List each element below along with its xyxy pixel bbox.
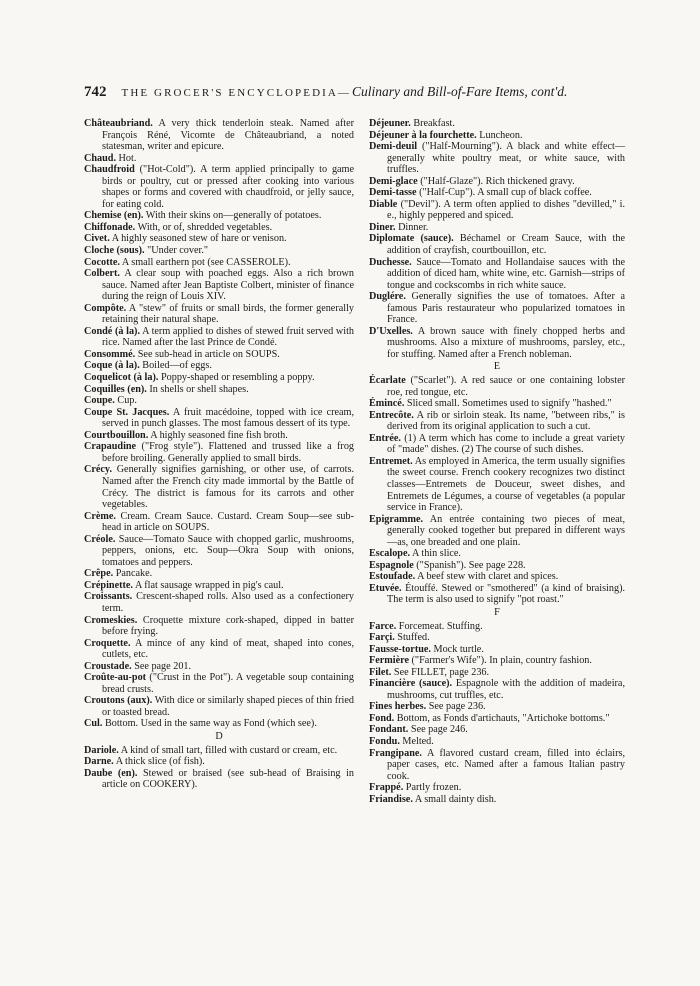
entry-definition: A brown sauce with finely chopped herbs and mushrooms. Also a mixture of mushrooms, parsley, etc., for stuffing. Named after a French nobleman. [387, 325, 625, 360]
glossary-entry [84, 464, 354, 510]
entry-definition: ("Spanish"). See page 228. [416, 559, 526, 571]
glossary-entry [84, 303, 354, 326]
entry-definition: ("Hot-Cold"). A term applied principally to game birds or poultry, cut or pressed after cooking into various shapes or forms and covered with chaudfroid, or jelly sauce, for eating cold. [102, 164, 355, 210]
entry-definition: A kind of small tart, filled with custard or cream, etc. [120, 744, 338, 756]
entry-definition: See FILLET, page 236. [393, 666, 490, 678]
entry-definition: As employed in America, the term usually signifies the sweet course. French cookery recognizes two distinct classes—Entremets de Douceur, sweet dishes, and Entremets de Légumes, a course of vegetables (a popular service in France). [387, 455, 625, 514]
entry-definition: A term applied to dishes of stewed fruit served with rice. Named after the last Prince de Condé. [102, 325, 355, 349]
entry-definition: Forcemeat. Stuffing. [398, 620, 483, 632]
entry-term: Cromeskies. [84, 614, 138, 626]
glossary-entry [84, 257, 354, 269]
entry-definition: Boiled—of eggs. [142, 360, 212, 372]
entry-term: Créole. [84, 533, 116, 545]
entry-term: Croûte-au-pot [84, 672, 147, 684]
entry-term: Diplomate (sauce). [369, 233, 454, 245]
entry-definition: Melted. [402, 735, 434, 747]
entry-term: Crème. [84, 510, 116, 522]
glossary-entry [84, 118, 354, 153]
entry-term: Coupe. [84, 395, 115, 407]
entry-definition: A thick slice (of fish). [115, 756, 205, 768]
entry-definition: Croquette mixture cork-shaped, dipped in batter before frying. [102, 614, 354, 638]
entry-term: Coque (à la). [84, 360, 140, 372]
entry-definition: A small earthern pot (see CASSEROLE). [121, 256, 291, 268]
entry-term: Farçi. [369, 632, 395, 644]
entry-definition: Partly frozen. [405, 782, 462, 794]
entry-term: Crépinette. [84, 579, 133, 591]
entry-term: Crécy. [84, 464, 113, 476]
entry-term: Compôte. [84, 302, 127, 314]
entry-term: Etuvée. [369, 582, 402, 594]
entry-term: Entrée. [369, 432, 401, 444]
entry-term: Chaudfroid [84, 164, 135, 176]
glossary-entry [369, 667, 625, 679]
entry-term: Chemise (en). [84, 210, 144, 222]
section-title: Culinary and Bill-of-Fare Items, cont'd. [352, 84, 568, 99]
entry-definition: Mock turtle. [433, 643, 484, 655]
glossary-entry [84, 638, 354, 661]
entry-term: Daube (en). [84, 767, 138, 779]
entry-definition: Crescent-shaped rolls. Also used as a confectionery term. [102, 591, 354, 614]
entry-definition: (1) A term which has come to include a great variety of "made" dishes. (2) The course of such dishes. [387, 432, 625, 456]
glossary-entry [369, 782, 625, 794]
entry-term: Crapaudine [84, 441, 137, 453]
entry-definition: See page 201. [134, 660, 192, 672]
entry-definition: Hot. [118, 152, 137, 164]
glossary-entry [369, 548, 625, 560]
entry-definition: ("Crust in the Pot"). A vegetable soup containing bread crusts. [102, 672, 354, 695]
entry-term: Fausse-tortue. [369, 643, 431, 655]
glossary-entry [84, 718, 354, 730]
entry-definition: With, or of, shredded vegetables. [137, 221, 273, 233]
entry-term: Epigramme. [369, 513, 424, 525]
entry-definition: Sliced small. Sometimes used to signify "hashed." [406, 398, 612, 410]
entry-definition: Bottom. Used in the same way as Fond (which see). [104, 718, 317, 730]
glossary-entry [84, 695, 354, 718]
glossary-entry [369, 398, 625, 410]
glossary-entry [84, 245, 354, 257]
entry-term: Coupe St. Jacques. [84, 406, 170, 418]
entry-definition: Étouffé. Stewed or "smothered" (a kind of braising). The term is also used to signify "pot roast." [387, 582, 626, 606]
entry-term: Cloche (sous). [84, 245, 145, 257]
glossary-entry [369, 410, 625, 433]
entry-term: Fondant. [369, 724, 409, 736]
entry-definition: In shells or shell shapes. [149, 383, 249, 395]
glossary-entry [84, 360, 354, 372]
entry-term: Fond. [369, 712, 395, 724]
entry-term: Civet. [84, 233, 110, 245]
entry-term: Croutons (aux). [84, 695, 153, 707]
entry-term: Émincé. [369, 398, 405, 410]
glossary-entry [369, 701, 625, 713]
entry-term: Fermière [369, 655, 409, 667]
page-header [84, 84, 624, 106]
entry-term: Escalope. [369, 548, 411, 560]
entry-definition: ("Devil"). A term often applied to dishes "devilled," i. e., highly peppered and spiced. [387, 198, 626, 222]
entry-term: Châteaubriand. [84, 118, 153, 129]
section-letter: E [493, 361, 501, 373]
glossary-entry [369, 326, 625, 361]
glossary-entry [369, 560, 625, 572]
entry-definition: A rib or sirloin steak. Its name, "between ribs," is derived from its original application to such a cut. [387, 409, 626, 433]
glossary-entry [369, 187, 625, 199]
glossary-entry [84, 222, 354, 234]
entry-definition: Cream. Cream Sauce. Custard. Cream Soup—see sub-head in article on SOUPS. [102, 510, 355, 534]
glossary-entry [84, 756, 354, 768]
entry-definition: ("Half-Mourning"). A black and white effect—generally white poultry meat, or white sauce, with truffles. [387, 141, 626, 176]
entry-definition: A highly seasoned fine fish broth. [150, 429, 288, 441]
entry-term: D'Uxelles. [369, 325, 413, 337]
section-letter: F [494, 606, 500, 618]
glossary-entry [369, 257, 625, 292]
entry-term: Entrecôte. [369, 409, 414, 421]
section-letter: D [215, 730, 223, 742]
glossary-entry [84, 568, 354, 580]
glossary-entry [84, 349, 354, 361]
glossary-entry [369, 621, 625, 633]
entry-definition: A very thick tenderloin steak. Named after François Réné, Vicomte de Châteaubriand, a noted statesman, writer and epicure. [102, 118, 355, 153]
glossary-entry [84, 395, 354, 407]
entry-term: Déjeuner. [369, 118, 411, 129]
entry-definition: Pancake. [115, 568, 153, 580]
entry-term: Demi-glace [369, 175, 418, 187]
entry-definition: See sub-head in article on SOUPS. [137, 348, 280, 360]
glossary-entry [84, 384, 354, 396]
glossary-entry [84, 661, 354, 673]
entry-term: Déjeuner à la fourchette. [369, 129, 477, 141]
entry-definition: ("Half-Cup"). A small cup of black coffee. [419, 187, 592, 199]
running-title: THE GROCER'S ENCYCLOPEDIA— [121, 87, 352, 99]
entry-term: Entremet. [369, 455, 413, 467]
glossary-entry [369, 583, 625, 606]
entry-term: Farce. [369, 620, 397, 632]
entry-term: Financière (sauce). [369, 678, 453, 690]
entry-definition: Sauce—Tomato and Hollandaise sauces with the addition of diced ham, white wine, etc. Garnish—strips of tongue and cockscombs in rich white sauce. [387, 256, 625, 291]
glossary-entry [84, 745, 354, 757]
glossary-entry [369, 571, 625, 583]
entry-definition: A thin slice. [412, 548, 461, 560]
entry-definition: A highly seasoned stew of hare or venison. [111, 233, 287, 245]
entry-definition: Cup. [117, 395, 137, 407]
glossary-entry [369, 141, 625, 176]
entry-term: Duchesse. [369, 256, 412, 268]
entry-term: Coquilles (en). [84, 383, 147, 395]
entry-term: Filet. [369, 666, 392, 678]
entry-definition: A "stew" of fruits or small birds, the former generally retaining their natural shape. [102, 302, 354, 326]
entry-definition: Dinner. [398, 221, 429, 233]
glossary-entry [84, 511, 354, 534]
entry-definition: See page 236. [428, 701, 486, 713]
glossary-entry [84, 672, 354, 695]
glossary-entry [369, 118, 625, 130]
glossary-entry [84, 591, 354, 614]
entry-definition: "Under cover." [147, 245, 209, 257]
glossary-entry [84, 430, 354, 442]
entry-term: Croustade. [84, 660, 132, 672]
entry-term: Fondu. [369, 735, 400, 747]
entry-term: Frangipane. [369, 747, 422, 759]
entry-term: Cul. [84, 718, 103, 730]
entry-term: Crêpe. [84, 568, 114, 580]
entry-term: Demi-tasse [369, 187, 417, 199]
glossary-entry [369, 199, 625, 222]
entry-term: Diable [369, 198, 398, 210]
glossary-entry [369, 456, 625, 514]
right-column [369, 118, 625, 805]
glossary-entry [369, 713, 625, 725]
glossary-entry [369, 222, 625, 234]
entry-term: Dariole. [84, 744, 119, 756]
entry-definition: Generally signifies the use of tomatoes. After a famous Paris restaurateur who popularized tomatoes in France. [387, 291, 626, 326]
entry-definition: ("Farmer's Wife"). In plain, country fashion. [411, 655, 592, 667]
entry-definition: Béchamel or Cream Sauce, with the addition of crayfish, courtbouillon, etc. [387, 233, 626, 257]
entry-definition: A fruit macédoine, topped with ice cream, served in punch glasses. The most famous dessert of its type. [102, 406, 355, 430]
entry-definition: Breakfast. [413, 118, 455, 129]
entry-term: Demi-deuil [369, 141, 418, 153]
glossary-entry [84, 268, 354, 303]
glossary-entry [369, 678, 625, 701]
entry-definition: With their skins on—generally of potatoes. [145, 210, 322, 222]
entry-term: Croquette. [84, 637, 131, 649]
glossary-entry [84, 164, 354, 210]
entry-term: Écarlate [369, 375, 406, 387]
glossary-entry [369, 655, 625, 667]
entry-definition: Stewed or braised (see sub-head of Braising in article on COOKERY). [102, 767, 354, 791]
glossary-entry [84, 233, 354, 245]
glossary-entry [369, 375, 625, 398]
glossary-entry [84, 615, 354, 638]
glossary-entry [369, 130, 625, 142]
entry-term: Friandise. [369, 793, 413, 805]
glossary-entry [369, 176, 625, 188]
page-number: 742 [84, 84, 107, 100]
glossary-entry [369, 794, 625, 806]
entry-definition: ("Scarlet"). A red sauce or one containing lobster roe, red tongue, etc. [387, 375, 625, 398]
entry-term: Fines herbes. [369, 701, 427, 713]
glossary-entry [369, 291, 625, 326]
entry-definition: Stuffed. [397, 632, 430, 644]
glossary-entry [369, 632, 625, 644]
glossary-entry [84, 153, 354, 165]
entry-term: Cocotte. [84, 256, 120, 268]
entry-term: Croissants. [84, 591, 133, 603]
entry-definition: Poppy-shaped or resembling a poppy. [160, 372, 315, 384]
glossary-entry [369, 724, 625, 736]
glossary-entry [84, 768, 354, 791]
entry-definition: A flavored custard cream, filled into éclairs, paper cases, etc. Named after a famous Italian pastry cook. [387, 747, 626, 782]
entry-definition: An entrée containing two pieces of meat, generally cooked together but prepared in different ways—as, one breaded and one plain. [387, 513, 626, 548]
glossary-entry [369, 748, 625, 783]
entry-term: Consommé. [84, 348, 136, 360]
entry-term: Estoufade. [369, 571, 416, 583]
entry-definition: ("Frog style"). Flattened and trussed like a frog before broiling. Generally applied to small birds. [102, 441, 355, 464]
entry-definition: With dice or similarly shaped pieces of thin fried or toasted bread. [102, 695, 355, 718]
entry-definition: A mince of any kind of meat, shaped into cones, cutlets, etc. [102, 637, 354, 661]
entry-term: Colbert. [84, 268, 120, 280]
entry-term: Condé (à la). [84, 325, 140, 337]
glossary-entry [369, 514, 625, 549]
entry-definition: A small dainty dish. [414, 793, 497, 805]
glossary-entry [369, 736, 625, 748]
glossary-entry [84, 372, 354, 384]
entry-definition: A clear soup with poached eggs. Also a rich brown sauce. Named after Jean Baptiste Colbert, minister of finance during the reign of Louis XIV. [102, 268, 354, 303]
glossary-entry [84, 580, 354, 592]
entry-definition: Luncheon. [479, 129, 523, 141]
entry-term: Espagnole [369, 559, 414, 571]
entry-definition: ("Half-Glaze"). Rich thickened gravy. [420, 175, 575, 187]
glossary-entry [84, 326, 354, 349]
glossary-entry [84, 210, 354, 222]
entry-definition: Generally signifies garnishing, or other use, of carrots. Named after the French city made immortal by the Battle of Crécy. The district is famous for its carrots and other vegetables. [102, 464, 354, 511]
entry-term: Chiffonade. [84, 221, 136, 233]
entry-term: Diner. [369, 221, 396, 233]
glossary-entry [84, 407, 354, 430]
entry-term: Chaud. [84, 152, 116, 164]
entry-term: Courtbouillon. [84, 429, 149, 441]
entry-definition: A beef stew with claret and spices. [417, 571, 559, 583]
entry-definition: A flat sausage wrapped in pig's caul. [134, 579, 284, 591]
entry-term: Coquelicot (à la). [84, 372, 159, 384]
entry-definition: Espagnole with the addition of madeira, mushrooms, cut truffles, etc. [387, 678, 625, 701]
entry-term: Duglére. [369, 291, 406, 303]
left-column [84, 118, 354, 791]
entry-definition: See page 246. [410, 724, 468, 736]
entry-term: Frappé. [369, 782, 404, 794]
entry-definition: Bottom, as Fonds d'artichauts, "Artichoke bottoms." [396, 712, 610, 724]
glossary-entry [369, 644, 625, 656]
glossary-entry [84, 441, 354, 464]
glossary-entry [369, 233, 625, 256]
glossary-entry [369, 433, 625, 456]
entry-term: Darne. [84, 756, 114, 768]
entry-definition: Sauce—Tomato Sauce with chopped garlic, mushrooms, peppers, onions, etc. Soup—Okra Soup with onions, tomatoes and peppers. [102, 533, 355, 568]
glossary-entry [84, 534, 354, 569]
